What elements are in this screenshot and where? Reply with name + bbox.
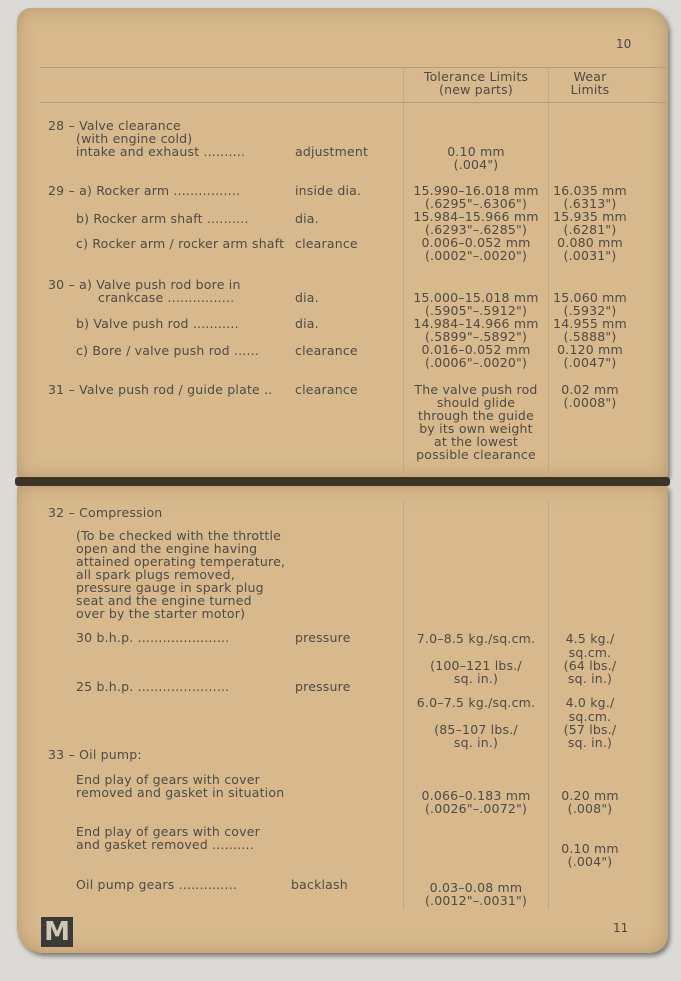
row30-c-tol-1: 0.016–0.052 mm [421, 342, 531, 357]
row29-b-tol-1: 15.984–15.966 mm [413, 209, 539, 224]
row29-b-wear-2: (.6281") [563, 222, 617, 237]
row32-a-wear-3: (64 lbs./ [563, 658, 617, 673]
row33-c-param: backlash [291, 877, 348, 892]
row30-b-wear-2: (.5888") [563, 329, 617, 344]
row33-a-tol-1: 0.066–0.183 mm [421, 788, 531, 803]
row29-c-tol-1: 0.006–0.052 mm [421, 235, 531, 250]
row32-a-label: 30 b.h.p. ...................... [76, 630, 230, 645]
row32-a-param: pressure [295, 630, 351, 645]
row30-c-param: clearance [295, 343, 358, 358]
row31-wear-2: (.0008") [563, 395, 617, 410]
header-top-rule [40, 67, 668, 68]
page-number-bottom: 11 [613, 921, 629, 935]
row33-a-wear-2: (.008") [567, 801, 613, 816]
row30-b-wear-1: 14.955 mm [553, 316, 627, 331]
row32-b-tol-3: sq. in.) [453, 735, 499, 750]
row28-tol-2: (.004") [453, 157, 499, 172]
row32-a-tol-2: (100–121 lbs./ [430, 658, 522, 673]
row32-title: 32 – Compression [48, 505, 163, 520]
header-wear-line1: Wear [573, 69, 607, 84]
row33-a-label-2: removed and gasket in situation [76, 785, 285, 800]
row31-tol-1: The valve push rod [414, 382, 538, 397]
page-number-top: 10 [616, 37, 632, 51]
row32-note-1: (To be checked with the throttle [76, 528, 282, 543]
row32-b-wear-1: 4.0 kg./ [565, 695, 615, 710]
row29-a-tol-1: 15.990–16.018 mm [413, 183, 539, 198]
row33-b-wear-1: 0.10 mm [561, 841, 619, 856]
row33-c-tol-1: 0.03–0.08 mm [429, 880, 523, 895]
row29-b-param: dia. [295, 211, 319, 226]
row30-a-label-1: 30 – a) Valve push rod bore in [48, 277, 241, 292]
row32-b-label: 25 b.h.p. ...................... [76, 679, 230, 694]
publisher-logo: M [41, 917, 73, 947]
row30-c-wear-1: 0.120 mm [557, 342, 623, 357]
header-tolerance-line1: Tolerance Limits [423, 69, 529, 84]
row28-title: 28 – Valve clearance [48, 118, 181, 133]
row32-b-wear-4: sq. in.) [567, 735, 613, 750]
row29-a-tol-2: (.6295"–.6306") [424, 196, 528, 211]
row29-a-wear-1: 16.035 mm [553, 183, 627, 198]
row29-c-tol-2: (.0002"–.0020") [424, 248, 528, 263]
row32-a-tol-3: sq. in.) [453, 671, 499, 686]
row31-param: clearance [295, 382, 358, 397]
row29-c-wear-1: 0.080 mm [557, 235, 623, 250]
row29-a-label: 29 – a) Rocker arm ................ [48, 183, 241, 198]
row31-tol-2: should glide [436, 395, 516, 410]
row30-c-tol-2: (.0006"–.0020") [424, 355, 528, 370]
row29-b-tol-2: (.6293"–.6285") [424, 222, 528, 237]
row28-sub1: (with engine cold) [76, 131, 193, 146]
row30-a-tol-1: 15.000–15.018 mm [413, 290, 539, 305]
row33-c-label: Oil pump gears .............. [76, 877, 238, 892]
row29-a-wear-2: (.6313") [563, 196, 617, 211]
row32-note-7: over by the starter motor) [76, 606, 246, 621]
row31-tol-3: through the guide [418, 408, 534, 423]
row32-b-tol-1: 6.0–7.5 kg./sq.cm. [416, 695, 536, 710]
header-wear-line2: Limits [570, 82, 610, 97]
row29-c-param: clearance [295, 236, 358, 251]
row28-param: adjustment [295, 144, 369, 159]
row32-note-2: open and the engine having [76, 541, 258, 556]
row31-label: 31 – Valve push rod / guide plate .. [48, 382, 273, 397]
row29-c-label: c) Rocker arm / rocker arm shaft [76, 236, 285, 251]
row29-c-wear-2: (.0031") [563, 248, 617, 263]
row32-a-tol-1: 7.0–8.5 kg./sq.cm. [416, 631, 536, 646]
row32-a-wear-2: sq.cm. [568, 645, 612, 660]
header-tolerance-line2: (new parts) [439, 82, 513, 97]
row32-note-3: attained operating temperature, [76, 554, 286, 569]
row28-sub2: intake and exhaust .......... [76, 144, 246, 159]
row32-a-wear-1: 4.5 kg./ [565, 631, 615, 646]
row33-c-tol-2: (.0012"–.0031") [424, 893, 528, 908]
row30-c-wear-2: (.0047") [563, 355, 617, 370]
row32-note-5: pressure gauge in spark plug [76, 580, 264, 595]
row30-a-wear-1: 15.060 mm [553, 290, 627, 305]
row33-b-wear-2: (.004") [567, 854, 613, 869]
row33-b-label-2: and gasket removed .......... [76, 837, 254, 852]
row33-a-wear-1: 0.20 mm [561, 788, 619, 803]
row32-b-wear-2: sq.cm. [568, 709, 612, 724]
row33-a-label-1: End play of gears with cover [76, 772, 260, 787]
row32-a-wear-4: sq. in.) [567, 671, 613, 686]
row30-b-label: b) Valve push rod ........... [76, 316, 239, 331]
row29-b-wear-1: 15.935 mm [553, 209, 627, 224]
row29-a-param: inside dia. [295, 183, 362, 198]
row28-tol-1: 0.10 mm [447, 144, 505, 159]
row31-wear-1: 0.02 mm [561, 382, 619, 397]
row31-tol-6: possible clearance [416, 447, 536, 462]
row29-b-label: b) Rocker arm shaft .......... [76, 211, 249, 226]
row31-tol-5: at the lowest [433, 434, 519, 449]
row33-a-tol-2: (.0026"–.0072") [424, 801, 528, 816]
column-divider-wear-top [548, 67, 549, 473]
row30-b-param: dia. [295, 316, 319, 331]
row33-title: 33 – Oil pump: [48, 747, 142, 762]
row32-b-tol-2: (85–107 lbs./ [434, 722, 518, 737]
row30-a-param: dia. [295, 290, 319, 305]
row32-b-param: pressure [295, 679, 351, 694]
header-bottom-rule [40, 102, 668, 103]
row32-note-6: seat and the engine turned [76, 593, 252, 608]
row33-b-label-1: End play of gears with cover [76, 824, 260, 839]
row30-b-tol-1: 14.984–14.966 mm [413, 316, 539, 331]
row32-note-4: all spark plugs removed, [76, 567, 235, 582]
row30-a-wear-2: (.5932") [563, 303, 617, 318]
row32-b-wear-3: (57 lbs./ [563, 722, 617, 737]
row30-a-tol-2: (.5905"–.5912") [424, 303, 528, 318]
row30-b-tol-2: (.5899"–.5892") [424, 329, 528, 344]
row31-tol-4: by its own weight [419, 421, 533, 436]
row30-c-label: c) Bore / valve push rod ...... [76, 343, 259, 358]
row30-a-label-2: crankcase ................ [98, 290, 235, 305]
book-spine-fold [15, 477, 670, 486]
